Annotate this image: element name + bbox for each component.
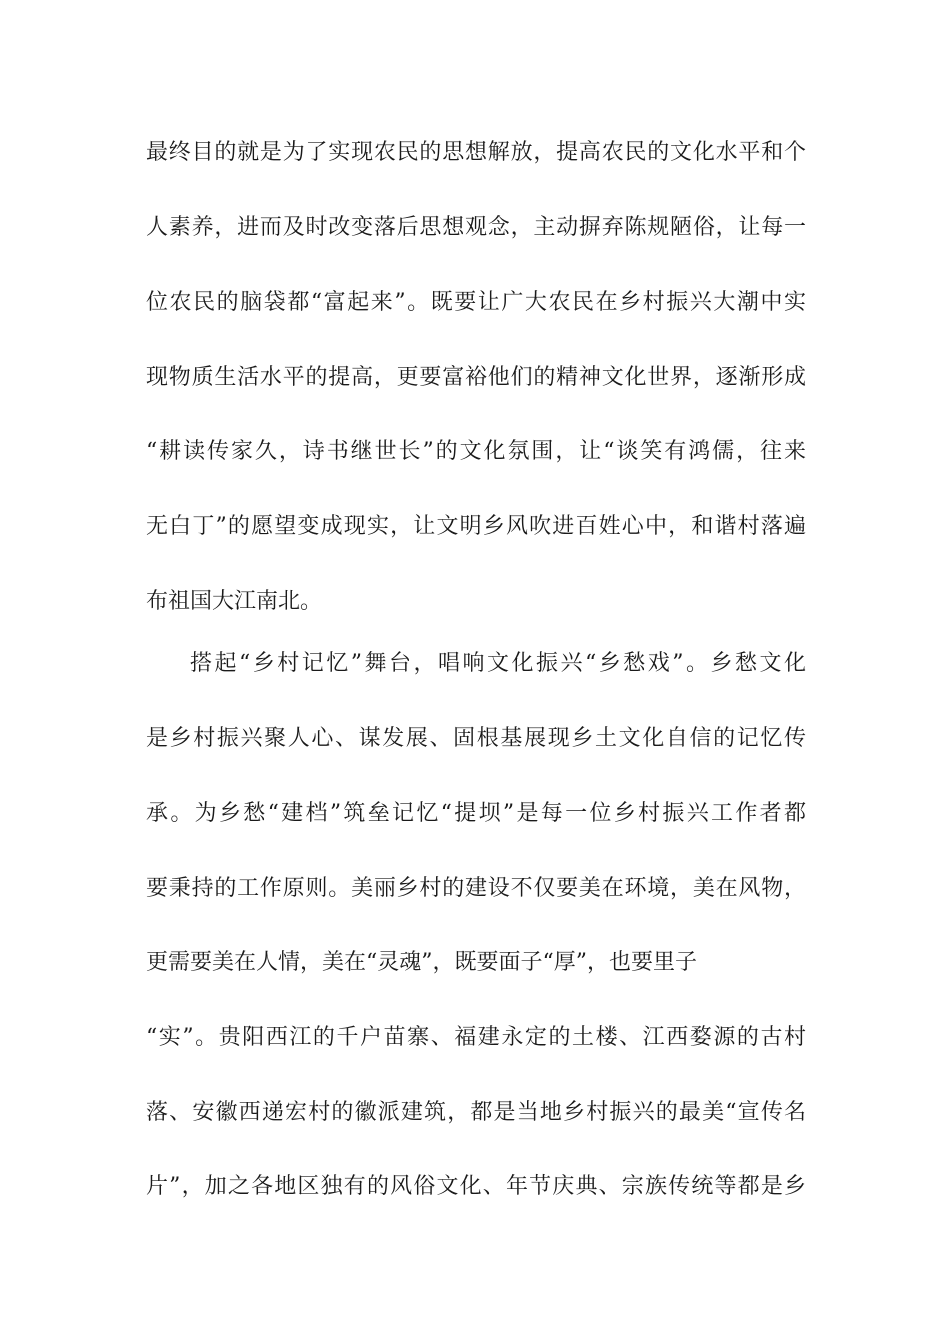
paragraph-start-line: 搭起“乡村记忆”舞台，唱响文化振兴“乡愁戏”。乡愁文化 <box>190 651 806 676</box>
text-line-11: 要秉持的工作原则。美丽乡村的建设不仅要美在环境，美在风物， <box>146 876 806 901</box>
text-line-9: 是乡村振兴聚人心、谋发展、固根基展现乡土文化自信的记忆传 <box>146 726 806 751</box>
text-line-4: 现物质生活水平的提高，更要富裕他们的精神文化世界，逐渐形成 <box>146 365 806 390</box>
text-line-15: 片”，加之各地区独有的风俗文化、年节庆典、宗族传统等都是乡 <box>146 1174 806 1199</box>
text-line-10: 承。为乡愁“建档”筑垒记忆“提坝”是每一位乡村振兴工作者都 <box>146 801 806 826</box>
text-line-5: “耕读传家久，诗书继世长”的文化氛围，让“谈笑有鸿儒，往来 <box>146 439 806 464</box>
text-line-3: 位农民的脑袋都“富起来”。既要让广大农民在乡村振兴大潮中实 <box>146 290 806 315</box>
text-line-6: 无白丁”的愿望变成现实，让文明乡风吹进百姓心中，和谐村落遍 <box>146 514 806 539</box>
text-line-1: 最终目的就是为了实现农民的思想解放，提高农民的文化水平和个 <box>146 140 806 165</box>
text-line-12: 更需要美在人情，美在“灵魂”，既要面子“厚”，也要里子 <box>146 950 697 975</box>
text-line-13: “实”。贵阳西江的千户苗寨、福建永定的土楼、江西婺源的古村 <box>146 1025 806 1050</box>
text-line-14: 落、安徽西递宏村的徽派建筑，都是当地乡村振兴的最美“宣传名 <box>146 1100 806 1125</box>
text-line-7: 布祖国大江南北。 <box>146 589 323 614</box>
text-line-2: 人素养，进而及时改变落后思想观念，主动摒弃陈规陋俗，让每一 <box>146 215 806 240</box>
